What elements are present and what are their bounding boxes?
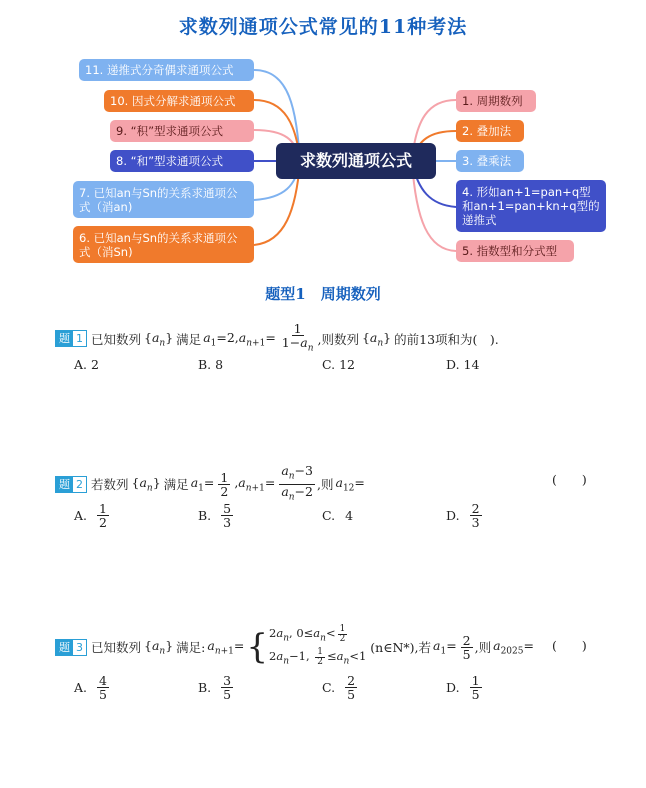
math-expr: $a_1=2,a_{n+1}=$ (203, 329, 276, 348)
math-expr: $a_{n+1}=$ (207, 638, 245, 657)
answer-paren: ( ) (552, 638, 587, 653)
mind-map-node-right: 1. 周期数列 (456, 90, 536, 112)
option-c: C. $\frac{2}{5}$ (322, 673, 356, 702)
math-fraction: $\frac{a_n-3}{a_n-2}$ (281, 463, 313, 502)
math-expr: $a_{2025}=$ (493, 638, 534, 657)
mind-map-center: 求数列通项公式 (276, 143, 436, 179)
mind-map-node-left: 7. 已知an与Sn的关系求通项公式（消an) (73, 181, 254, 218)
math-expr: $\{a_n\}$ (361, 329, 392, 348)
page-title: 求数列通项公式常见的11种考法 (178, 16, 468, 38)
question-text: ,则 (317, 477, 334, 492)
question-tag: 题 2 (55, 476, 87, 493)
mind-map-node-left: 6. 已知an与Sn的关系求通项公式（消Sn) (73, 226, 254, 263)
math-expr: $\{a_n\}$ (144, 329, 174, 348)
question-text: 若数列 (91, 477, 129, 492)
question-3 (55, 624, 534, 671)
question-text: 满足: (176, 640, 206, 656)
math-expr: $a_{12}=$ (335, 474, 365, 494)
question-text: 的前13项和为( ). (394, 331, 499, 347)
question-text: ,则数列 (317, 331, 359, 347)
question-text: (n∈N*),若 (370, 640, 431, 656)
mind-map-node-left: 9. “积”型求通项公式 (110, 120, 254, 142)
math-expr: $,a_{n+1}=$ (234, 474, 276, 494)
option-a: A. $\frac{4}{5}$ (74, 673, 107, 702)
mind-map-node-left: 11. 递推式分奇偶求通项公式 (79, 59, 254, 81)
math-expr: $\{a_n\}$ (131, 474, 161, 494)
option-c: C. 4 (322, 508, 354, 523)
option-d: D. 14 (446, 357, 480, 372)
mind-map-node-right: 4. 形如an+1=pan+q型和an+1=pan+kn+q型的递推式 (456, 180, 606, 232)
section-heading: 题型1 周期数列 (265, 285, 381, 303)
option-d: D. $\frac{1}{5}$ (446, 673, 480, 702)
mind-map-node-right: 2. 叠加法 (456, 120, 524, 142)
option-a: A. $\frac{1}{2}$ (74, 501, 107, 530)
mind-map-node-left: 10. 因式分解求通项公式 (104, 90, 254, 112)
option-b: B. 8 (198, 357, 224, 372)
option-d: D. $\frac{2}{3}$ (446, 501, 480, 530)
question-2 (55, 464, 365, 504)
question-tag: 题 3 (55, 639, 87, 656)
option-b: B. $\frac{5}{3}$ (198, 501, 232, 530)
option-c: C. 12 (322, 357, 355, 372)
option-a: A. 2 (74, 357, 99, 372)
option-b: B. $\frac{3}{5}$ (198, 673, 232, 702)
question-text: ,则 (474, 640, 492, 656)
mind-map-node-left: 8. “和”型求通项公式 (110, 150, 254, 172)
math-fraction: $\frac{2}{5}$ (462, 632, 471, 662)
question-text: 已知数列 (91, 640, 142, 656)
piecewise-function: { $2a_n$, $0\le a_n<$ $\frac{1}{2}$ $2a_n-1$, $\frac{1}{2}$ $\le a_n<1$ (246, 623, 367, 668)
math-expr: $\{a_n\}$ (144, 638, 174, 657)
mind-map-node-right: 3. 叠乘法 (456, 150, 524, 172)
math-expr: $a_1=$ (433, 638, 457, 657)
question-1 (55, 322, 499, 356)
mind-map-node-right: 5. 指数型和分式型 (456, 240, 574, 262)
question-tag: 题 1 (55, 330, 87, 347)
question-text: 满足 (163, 477, 189, 492)
answer-paren: ( ) (552, 472, 587, 487)
math-fraction: $\frac{1}{2}$ (220, 469, 229, 499)
question-text: 已知数列 (91, 331, 142, 347)
math-fraction: $\frac{1}{1-a_n}$ (281, 321, 314, 354)
math-expr: $a_1=$ (190, 474, 215, 494)
mind-map (0, 50, 646, 275)
question-text: 满足 (176, 331, 202, 347)
